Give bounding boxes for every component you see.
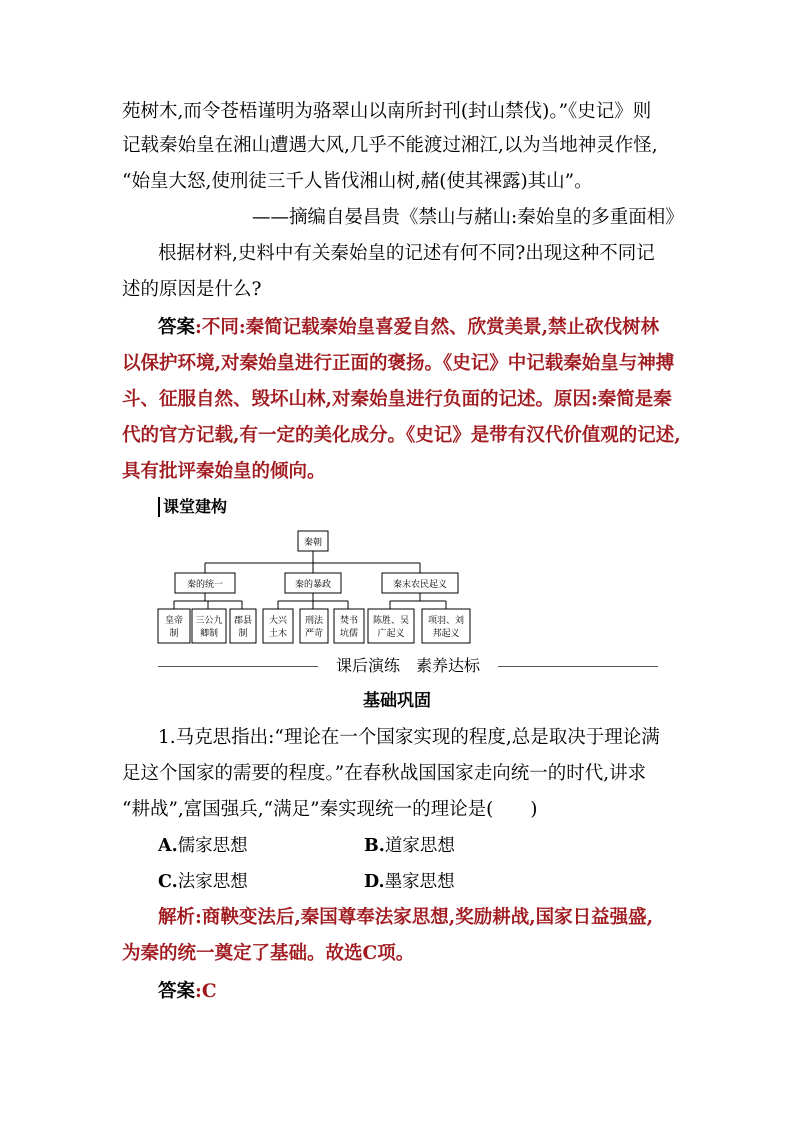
subsection-title: 基础巩固	[363, 691, 431, 711]
option-text: 道家思想	[384, 836, 455, 856]
diagram-leaf-6a: 焚书	[339, 616, 359, 626]
diagram-leaf-5a: 刑法	[304, 616, 324, 626]
diagram-node-unification: 秦的统一	[186, 580, 224, 590]
diagram-leaf-6b: 坑儒	[339, 629, 359, 639]
answer-line-1	[158, 316, 714, 340]
diagram-node-uprising: 秦末农民起义	[392, 580, 448, 590]
diagram-root: 秦朝	[303, 538, 323, 548]
section-heading: 课堂建构	[158, 497, 227, 517]
q1-answer	[158, 980, 714, 1004]
diagram-leaf-7b: 广起义	[377, 629, 405, 639]
material-line-2: 记载秦始皇在湘山遭遇大风,几乎不能渡过湘江,以为当地神灵作怪,	[122, 135, 658, 156]
material-line-1: 苑树木,而令苍梧谨明为骆翠山以南所封刊(封山禁伐)。”《史记》则	[122, 101, 652, 122]
q1-line-1: 1.马克思指出:“理论在一个国家实现的程度,总是取决于理论满	[158, 727, 660, 748]
divider-rule-left	[158, 666, 318, 667]
option-text: 墨家思想	[384, 872, 455, 892]
q1-option-b[interactable]	[364, 834, 455, 858]
option-letter: B.	[364, 836, 385, 856]
diagram-leaf-5b: 严苛	[304, 629, 324, 639]
answer-line-5: 具有批评秦始皇的倾向。	[122, 461, 326, 482]
q1-option-c[interactable]	[158, 870, 248, 894]
q1-line-3: “耕战”,富国强兵,“满足”秦实现统一的理论是( )	[122, 799, 538, 820]
diagram-leaf-8a: 项羽、刘	[427, 616, 465, 626]
answer-text-1: :不同:秦简记载秦始皇喜爱自然、欣赏美景,禁止砍伐树林	[195, 317, 660, 338]
material-line-3: “始皇大怒,使刑徒三千人皆伐湘山树,赭(使其裸露)其山”。	[122, 171, 593, 192]
section-divider	[158, 655, 658, 677]
diagram-leaf-4b: 土木	[268, 629, 288, 639]
diagram-leaf-3b: 制	[238, 629, 248, 639]
question-line-1: 根据材料,史料中有关秦始皇的记述有何不同?出现这种不同记	[158, 243, 655, 264]
knowledge-structure-diagram	[150, 525, 480, 647]
analysis-text-1: :商鞅变法后,秦国尊奉法家思想,奖励耕战,国家日益强盛,	[195, 907, 654, 928]
q1-option-a[interactable]	[158, 834, 248, 858]
q1-answer-label: 答案	[158, 981, 196, 1002]
option-text: 法家思想	[177, 872, 248, 892]
answer-line-2: 以保护环境,对秦始皇进行正面的褒扬。《史记》中记载秦始皇与神搏	[122, 353, 675, 374]
q1-analysis-line-2: 为秦的统一奠定了基础。故选C项。	[122, 943, 415, 964]
q1-line-2: 足这个国家的需要的程度。”在春秋战国国家走向统一的时代,讲求	[122, 763, 647, 784]
divider-label: 课后演练 素养达标	[335, 656, 480, 675]
q1-option-d[interactable]	[364, 870, 455, 894]
diagram-leaf-3a: 郡县	[233, 616, 253, 626]
question-line-2: 述的原因是什么?	[122, 279, 262, 300]
diagram-leaf-4a: 大兴	[268, 616, 288, 626]
option-text: 儒家思想	[177, 836, 248, 856]
option-letter: D.	[364, 872, 385, 892]
answer-line-4: 代的官方记载,有一定的美化成分。《史记》是带有汉代价值观的记述,	[122, 425, 681, 446]
diagram-leaf-2b: 卿制	[199, 629, 219, 639]
diagram-leaf-1b: 制	[169, 629, 179, 639]
analysis-label: 解析	[158, 907, 196, 928]
divider-rule-right	[498, 666, 658, 667]
diagram-leaf-7a: 陈胜、吴	[372, 616, 410, 626]
answer-line-3: 斗、征服自然、毁坏山林,对秦始皇进行负面的记述。原因:秦简是秦	[122, 389, 672, 410]
option-letter: C.	[158, 872, 178, 892]
material-source: ——摘编自晏昌贵《禁山与赭山:秦始皇的多重面相》	[252, 207, 684, 228]
q1-answer-value: :C	[195, 981, 217, 1002]
option-letter: A.	[158, 836, 178, 856]
diagram-leaf-1a: 皇帝	[164, 616, 184, 626]
answer-label: 答案	[158, 317, 196, 338]
diagram-node-tyranny: 秦的暴政	[294, 580, 332, 590]
diagram-leaf-2a: 三公九	[195, 616, 223, 626]
diagram-leaf-8b: 邦起义	[432, 629, 460, 639]
q1-analysis-line-1	[158, 906, 714, 930]
